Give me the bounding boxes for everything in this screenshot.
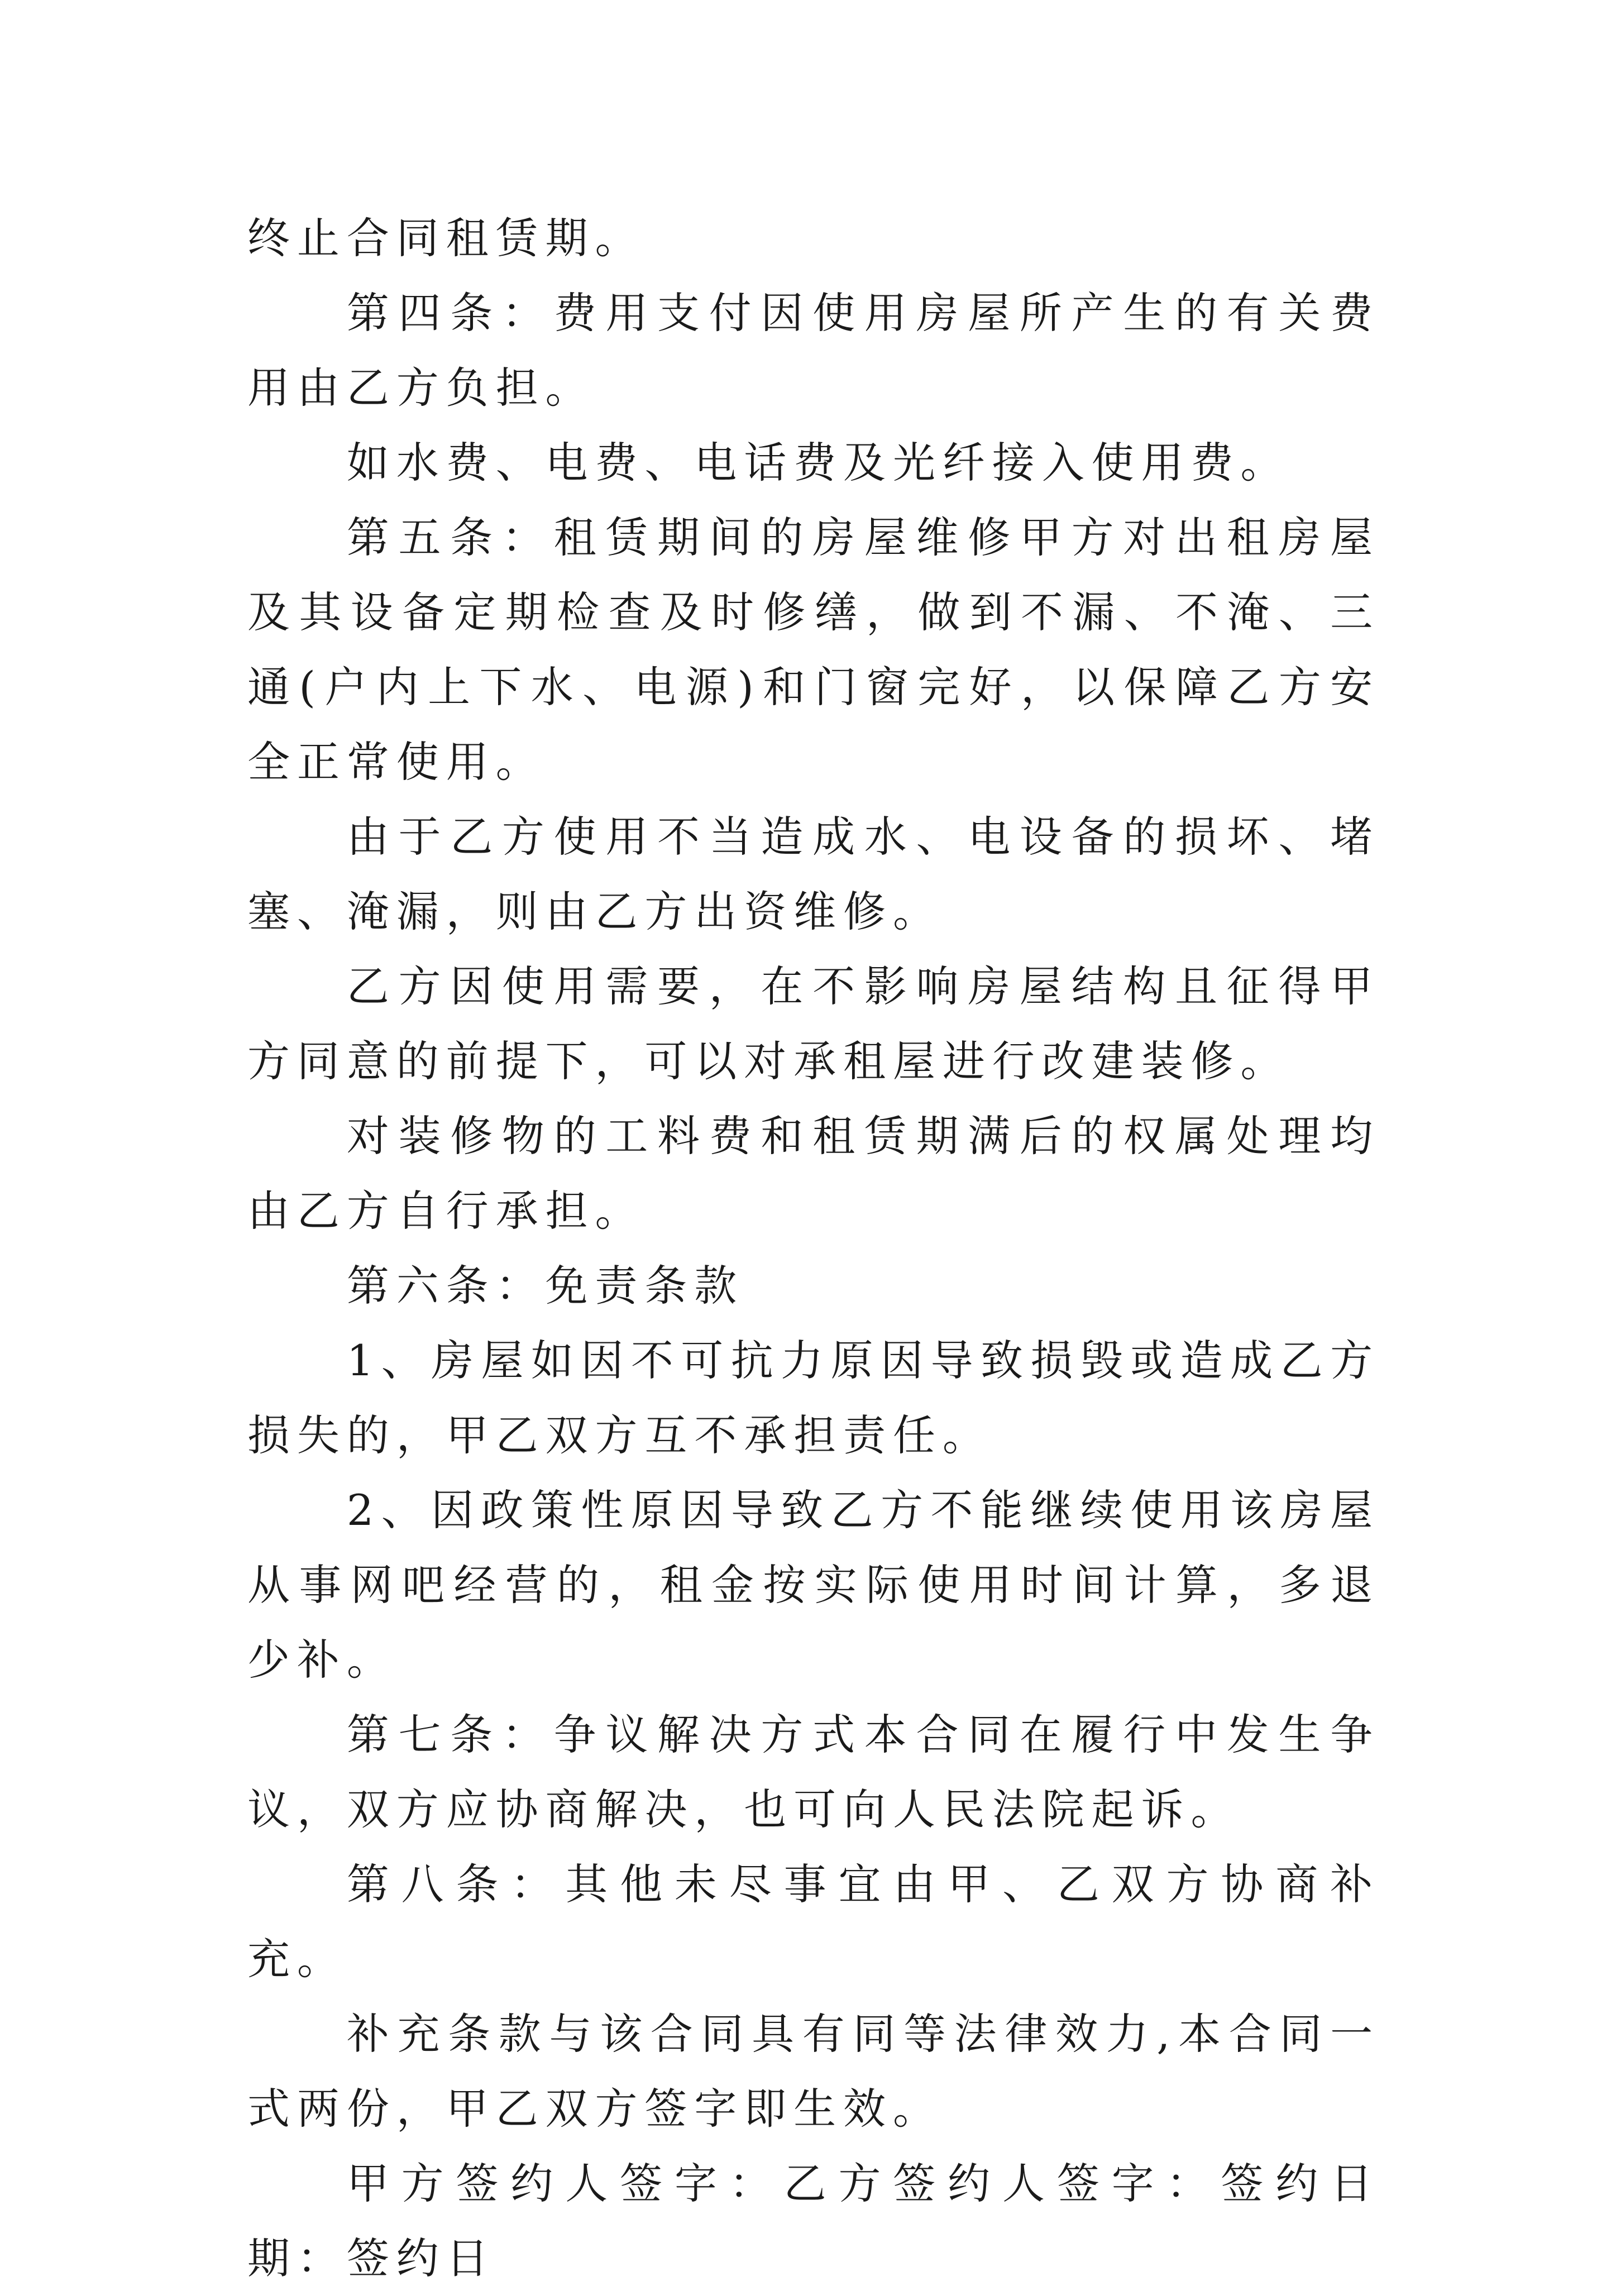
paragraph-article-6-heading: 第六条：免责条款 — [346, 1261, 744, 1310]
paragraph-article-7-disputes: 第七条：争议解决方式本合同在履行中发生争议，双方应协商解决，也可向人民法院起诉。 — [247, 1710, 1380, 1834]
paragraph-policy-reasons: 2、因政策性原因导致乙方不能继续使用该房屋从事网吧经营的，租金按实际使用时间计算，多退少补。 — [247, 1485, 1380, 1685]
paragraph-article-5-maintenance: 第五条：租赁期间的房屋维修甲方对出租房屋及其设备定期检查及时修缮，做到不漏、不淹、三通(户内上下水、电源)和门窗完好，以保障乙方安全正常使用。 — [247, 513, 1380, 787]
paragraph-signatures: 甲方签约人签字：乙方签约人签字：签约日期：签约日 — [247, 2159, 1380, 2283]
contract-body — [247, 201, 1380, 2296]
paragraph-article-4-fees: 第四条：费用支付因使用房屋所产生的有关费用由乙方负担。 — [247, 288, 1380, 413]
paragraph-article-8-other: 第八条：其他未尽事宜由甲、乙双方协商补充。 — [247, 1859, 1380, 1984]
paragraph-improper-use-repair: 由于乙方使用不当造成水、电设备的损坏、堵塞、淹漏，则由乙方出资维修。 — [247, 812, 1380, 936]
paragraph-fee-examples: 如水费、电费、电话费及光纤接入使用费。 — [346, 438, 1290, 487]
paragraph-force-majeure: 1、房屋如因不可抗力原因导致损毁或造成乙方损失的，甲乙双方互不承担责任。 — [247, 1336, 1380, 1460]
paragraph-lease-term-end: 终止合同租赁期。 — [247, 213, 645, 263]
paragraph-renovation-costs: 对装修物的工料费和租赁期满后的权属处理均由乙方自行承担。 — [247, 1111, 1380, 1236]
paragraph-supplementary-terms: 补充条款与该合同具有同等法律效力,本合同一式两份，甲乙双方签字即生效。 — [247, 2009, 1380, 2134]
paragraph-renovation-permission: 乙方因使用需要，在不影响房屋结构且征得甲方同意的前提下，可以对承租屋进行改建装修。 — [247, 962, 1380, 1086]
